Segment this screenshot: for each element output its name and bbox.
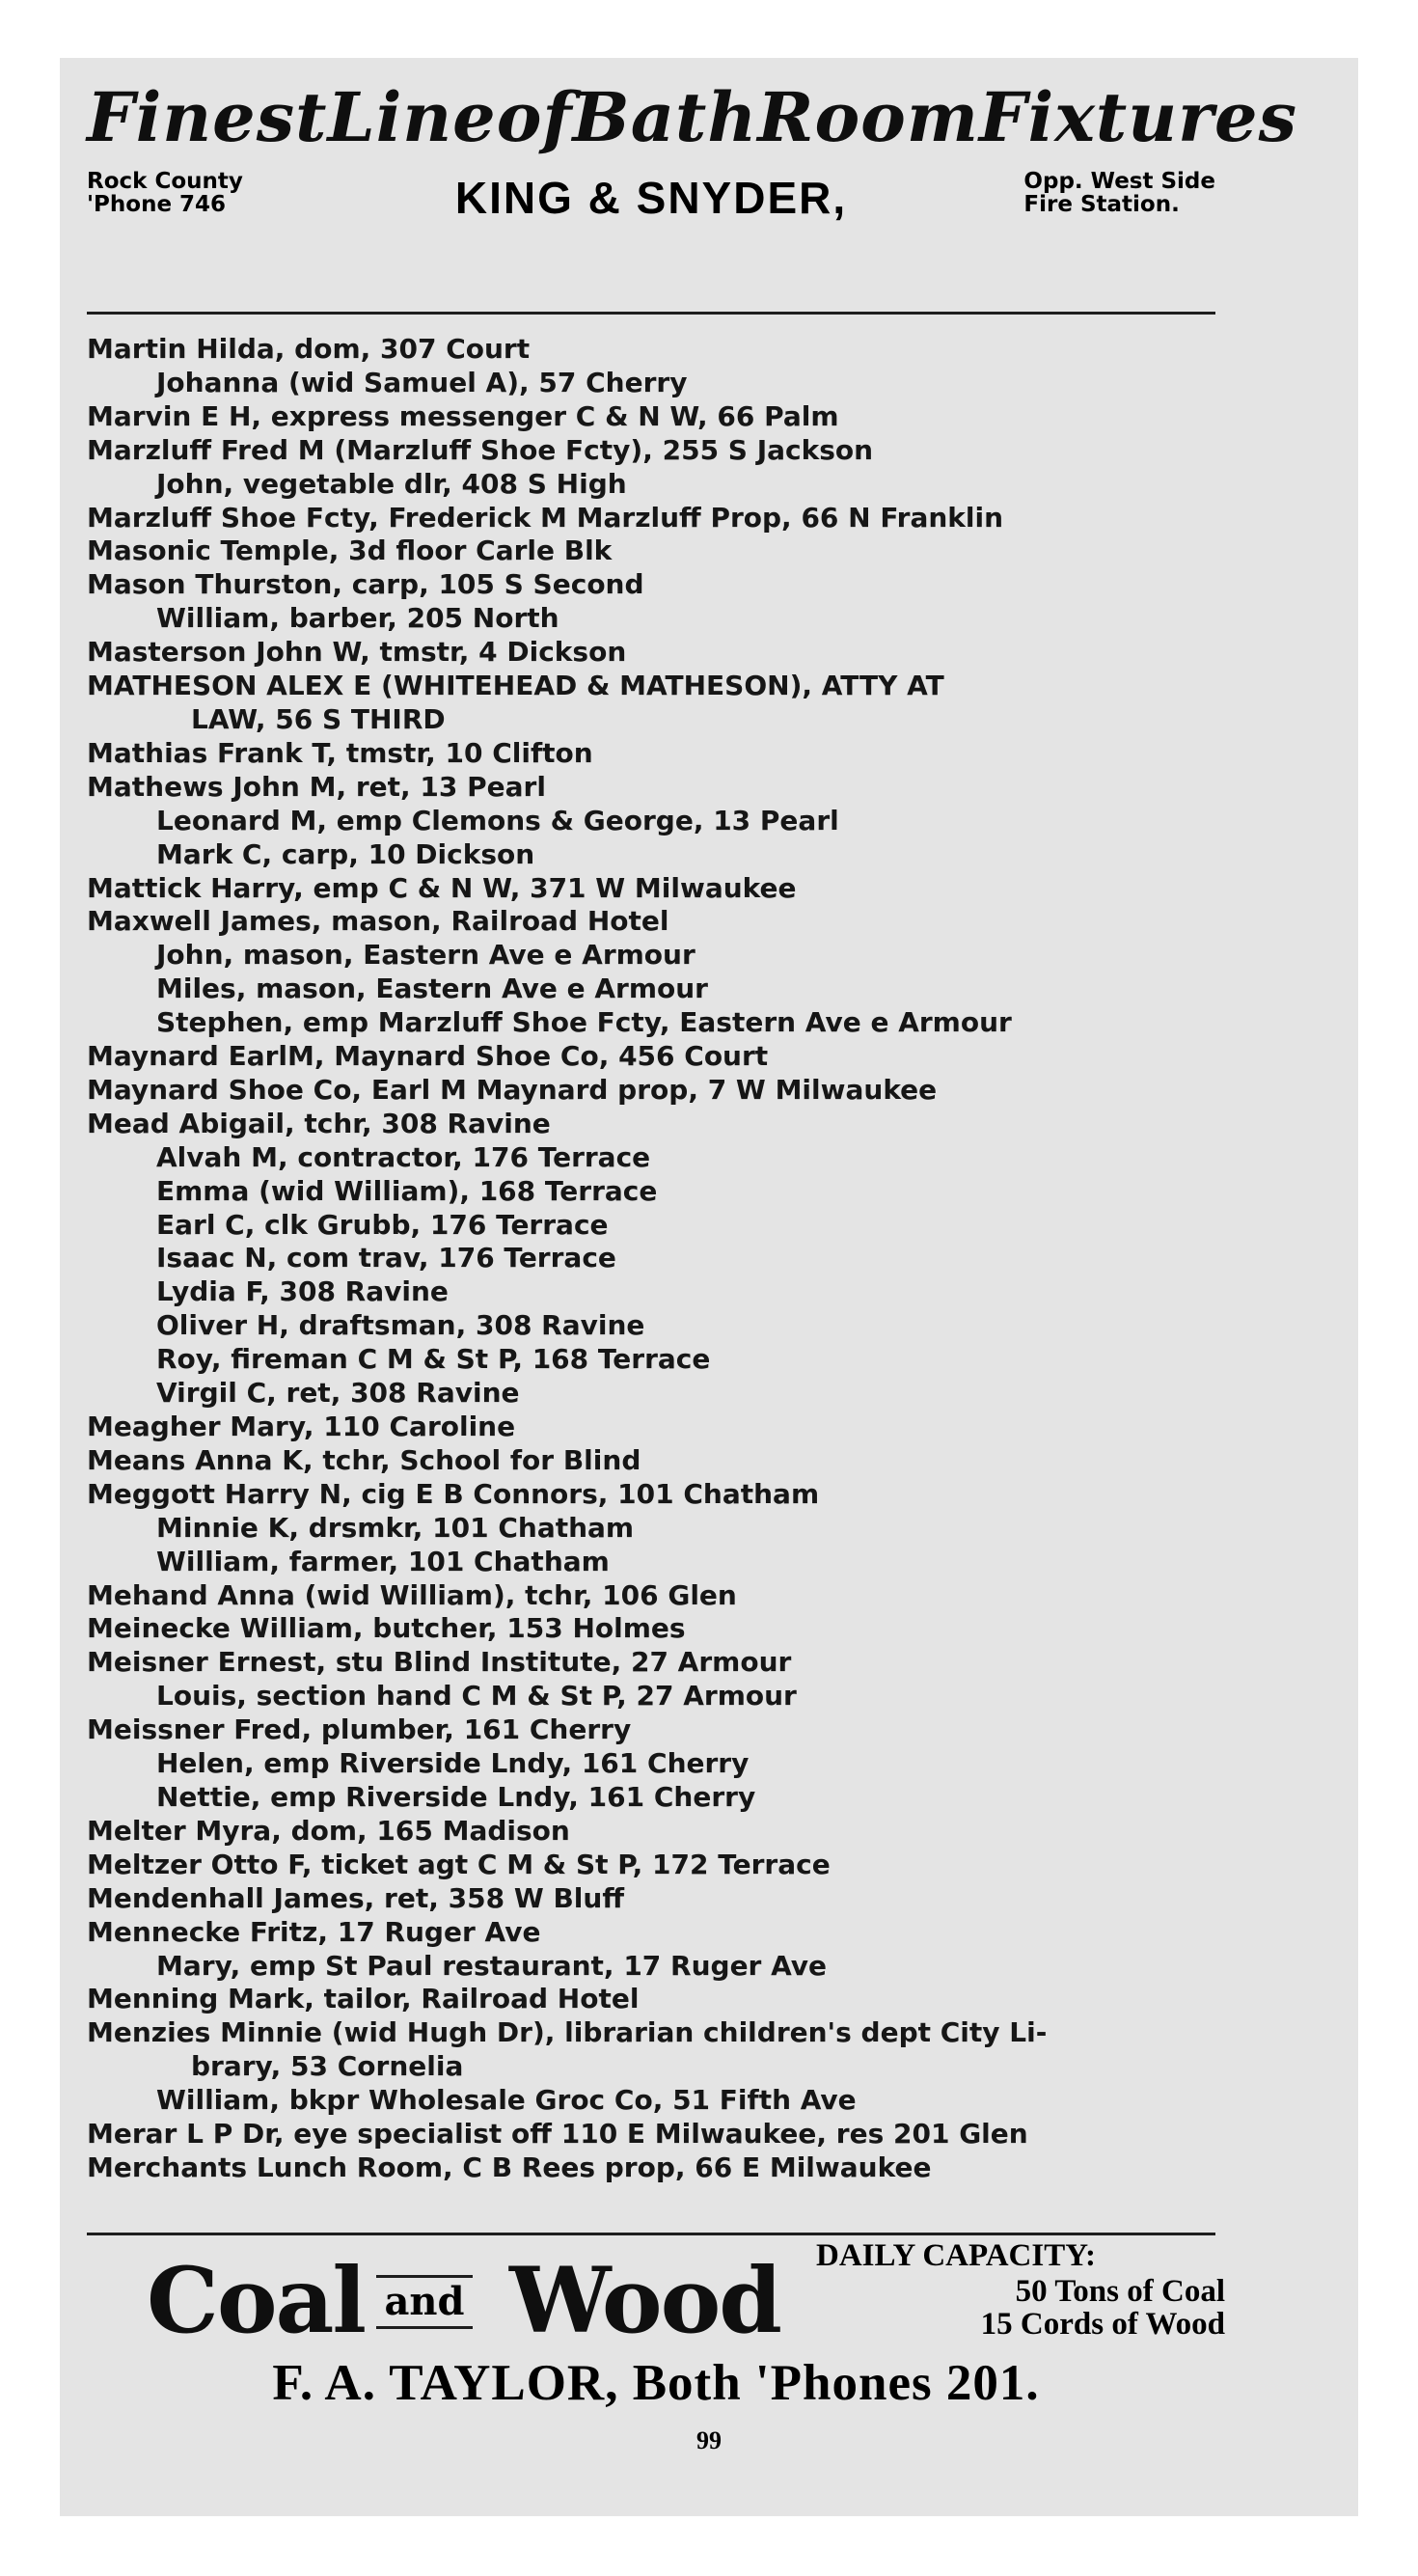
ad-firm-name: KING & SNYDER, [454,173,848,223]
directory-entry: Masterson John W, tmstr, 4 Dickson [87,636,627,669]
directory-entry: Marzluff Shoe Fcty, Frederick M Marzluff Prop, 66 N Franklin [87,501,1004,534]
directory-subentry: Mark C, carp, 10 Dickson [156,837,535,870]
directory-entry: Marzluff Fred M (Marzluff Shoe Fcty), 255 S Jackson [87,433,874,466]
directory-entry: Merchants Lunch Room, C B Rees prop, 66 E Milwaukee [87,2151,932,2183]
directory-entry: Meltzer Otto F, ticket agt C M & St P, 172 Terrace [87,1848,831,1880]
directory-entry: MATHESON ALEX E (WHITEHEAD & MATHESON), ATTY AT [87,670,944,702]
directory-subentry: Leonard M, emp Clemons & George, 13 Pearl [156,804,839,836]
ad-slogan [87,77,1297,157]
directory-entry: Meisner Ernest, stu Blind Institute, 27 Armour [87,1646,792,1679]
top-advertisement [87,77,1297,243]
ad-details-row [87,170,1215,243]
directory-entry: Menzies Minnie (wid Hugh Dr), librarian children's dept City Li- [87,2016,1048,2049]
directory-entry: Melter Myra, dom, 165 Madison [87,1814,570,1847]
directory-subentry: Lydia F, 308 Ravine [156,1275,449,1308]
directory-entry: Mattick Harry, emp C & N W, 371 W Milwaukee [87,871,797,904]
directory-entry: Maynard Shoe Co, Earl M Maynard prop, 7 W Milwaukee [87,1073,938,1106]
ad-capacity-wood: 15 Cords of Wood [980,2307,1225,2342]
directory-entry: Menning Mark, tailor, Railroad Hotel [87,1983,640,2015]
directory-entry-continuation: LAW, 56 S THIRD [191,702,446,735]
directory-entry: Meissner Fred, plumber, 161 Cherry [87,1713,632,1746]
directory-entry: Mendenhall James, ret, 358 W Bluff [87,1881,625,1914]
ad-capacity-label: DAILY CAPACITY: [816,2238,1097,2273]
directory-entry: Mathias Frank T, tmstr, 10 Clifton [87,736,593,769]
directory-subentry: Nettie, emp Riverside Lndy, 161 Cherry [156,1780,756,1813]
ad-left-line: Rock County [87,169,243,194]
top-divider [87,312,1215,315]
slogan-word: Fixtures [978,77,1297,157]
directory-subentry: John, vegetable dlr, 408 S High [156,467,627,500]
slogan-word: Room [757,77,979,157]
directory-entry: Meagher Mary, 110 Caroline [87,1411,516,1442]
bottom-divider [87,2233,1215,2235]
ad-left-line: 'Phone 746 [87,192,227,217]
directory-entry-continuation: brary, 53 Cornelia [191,2050,464,2083]
ad-capacity-coal: 50 Tons of Coal [1015,2274,1225,2309]
directory-subentry: Earl C, clk Grubb, 176 Terrace [156,1208,609,1241]
directory-subentry: Oliver H, draftsman, 308 Ravine [156,1309,645,1342]
slogan-word: Bath [572,77,758,157]
slogan-word: Line [327,77,497,157]
directory-entry: Martin Hilda, dom, 307 Court [87,333,531,365]
ad-dealer-line: F. A. TAYLOR, Both 'Phones 201. [272,2355,1040,2411]
directory-entry: Merar L P Dr, eye specialist off 110 E Milwaukee, res 201 Glen [87,2118,1028,2151]
ad-location-info [1023,170,1215,216]
directory-subentry: Helen, emp Riverside Lndy, 161 Cherry [156,1747,750,1780]
directory-entry: Marvin E H, express messenger C & N W, 66 Palm [87,399,839,432]
directory-subentry: Virgil C, ret, 308 Ravine [156,1377,520,1410]
directory-subentry: Miles, mason, Eastern Ave e Armour [156,973,708,1005]
directory-entry: Means Anna K, tchr, School for Blind [87,1443,641,1476]
ad-right-line: Fire Station. [1023,192,1180,217]
slogan-word: of [496,77,573,157]
directory-subentry: Mary, emp St Paul restaurant, 17 Ruger Ave [156,1949,828,1982]
directory-subentry: Louis, section hand C M & St P, 27 Armour [156,1680,797,1713]
ad-and-word: and [376,2275,473,2329]
ad-coal-word: Coal [147,2248,366,2354]
directory-entries [87,333,1225,2185]
directory-entry: Mathews John M, ret, 13 Pearl [87,770,546,803]
directory-subentry: Johanna (wid Samuel A), 57 Cherry [156,366,688,398]
directory-subentry: William, barber, 205 North [156,602,559,635]
directory-subentry: William, farmer, 101 Chatham [156,1545,610,1577]
ad-wood-word: Wood [509,2248,781,2354]
directory-subentry: John, mason, Eastern Ave e Armour [156,939,695,972]
directory-subentry: Stephen, emp Marzluff Shoe Fcty, Eastern Ave e Armour [156,1006,1012,1039]
directory-subentry: Emma (wid William), 168 Terrace [156,1174,658,1207]
directory-entry: Mennecke Fritz, 17 Ruger Ave [87,1915,541,1948]
directory-entry: Mehand Anna (wid William), tchr, 106 Glen [87,1578,737,1611]
directory-subentry: Alvah M, contractor, 176 Terrace [156,1140,651,1173]
directory-entry: Meinecke William, butcher, 153 Holmes [87,1612,686,1645]
ad-right-line: Opp. West Side [1023,169,1215,194]
directory-entry: Masonic Temple, 3d floor Carle Blk [87,534,613,567]
directory-entry: Maxwell James, mason, Railroad Hotel [87,905,669,938]
directory-subentry: William, bkpr Wholesale Groc Co, 51 Fifth Ave [156,2084,857,2117]
directory-subentry: Minnie K, drsmkr, 101 Chatham [156,1511,635,1544]
page-number: 99 [696,2426,722,2454]
directory-entry: Meggott Harry N, cig E B Connors, 101 Chatham [87,1477,820,1510]
directory-subentry: Roy, fireman C M & St P, 168 Terrace [156,1343,711,1376]
bottom-advertisement [87,2238,1225,2411]
directory-subentry: Isaac N, com trav, 176 Terrace [156,1242,616,1274]
directory-entry: Maynard EarlM, Maynard Shoe Co, 456 Court [87,1040,769,1073]
slogan-word: Finest [87,77,328,157]
directory-entry: Mead Abigail, tchr, 308 Ravine [87,1107,551,1139]
directory-entry: Mason Thurston, carp, 105 S Second [87,568,644,601]
